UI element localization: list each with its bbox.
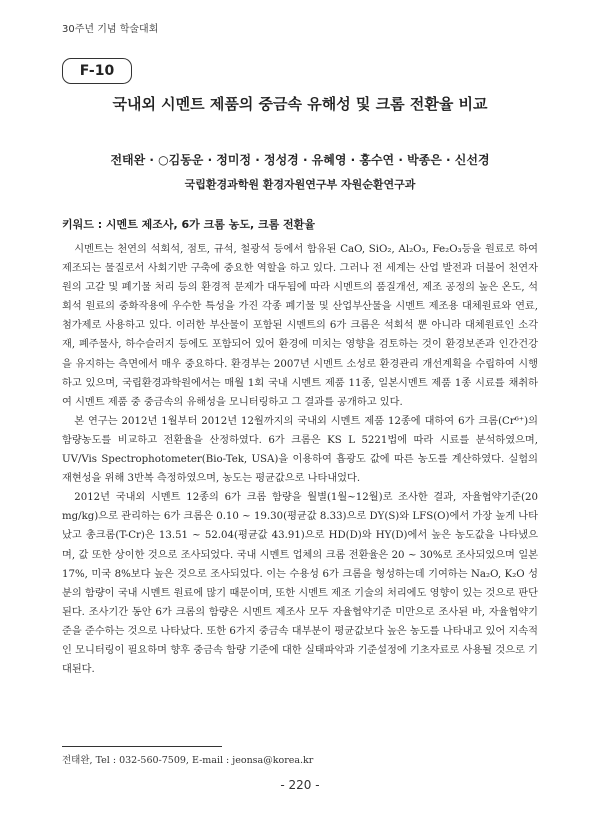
page-number: - 220 - (280, 778, 320, 792)
abstract-paragraph-2: 본 연구는 2012년 1월부터 2012년 12월까지의 국내외 시멘트 제품 12종에 대하여 6가 크롬(Cr⁶⁺)의 함량농도를 비교하고 전환율을 산정하였다. 6가 크롬은 KS L 5221법에 따라 시료를 분석하였으며, UV/Vis Spectrophotometer(Bio-Tek, USA)을 이용하여 흡광도 값에 따른 농도를 계산하였다. 실험의 재현성을 위해 3반복 측정하였으며, 농도는 평균값으로 나타내었다. (62, 415, 538, 485)
corresponding-author-contact: 전태완, Tel : 032-560-7509, E-mail : jeonsa@korea.kr (62, 755, 314, 766)
affiliation: 국립환경과학원 환경자원연구부 자원순환연구과 (184, 178, 416, 191)
keywords: 키워드 : 시멘트 제조사, 6가 크롬 농도, 크롬 전환율 (62, 218, 315, 231)
abstract-body (62, 240, 538, 679)
conference-header: 30주년 기념 학술대회 (62, 24, 159, 35)
paper-code-badge: F-10 (62, 58, 132, 84)
abstract-paragraph-3: 2012년 국내외 시멘트 12종의 6가 크롬 함량을 월별(1월~12월)로 조사한 결과, 자율협약기준(20 mg/kg)으로 관리하는 6가 크롬은 0.10 ~ 19.30(평균값 8.33)으로 DY(S)와 LFS(O)에서 가장 높게 나타났고 총크롬(T-Cr)은 13.51 ~ 52.04(평균값 43.91)으로 HD(D)와 HY(D)에서 높은 농도값을 나타냈으며, 값 또한 상이한 것으로 조사되었다. 국내 시멘트 업체의 크롬 전환율은 20 ~ 30%로 조사되었으며 일본 17%, 미국 8%보다 높은 것으로 조사되었다. 이는 수용성 6가 크롬을 형성하는데 기여하는 Na₂O, K₂O 성분의 함량이 국내 시멘트 원료에 많기 때문이며, 또한 시멘트 제조 기술의 처리에도 영향이 있는 것으로 판단된다. 조사기간 동안 6가 크롬의 함량은 시멘트 제조사 모두 자율협약기준 미만으로 조사된 바, 자율협약기준을 준수하는 것으로 나타났다. 또한 6가지 중금속 대부분이 평균값보다 높은 농도를 나타내고 있어 지속적인 모니터링이 필요하며 향후 중금속 함량 기준에 대한 실태파악과 기준설정에 기초자료로 사용될 것으로 기대된다. (62, 492, 538, 676)
footnote-divider (62, 746, 222, 747)
author-list: 전태완 · ○김동운 · 정미정 · 정성경 · 유혜영 · 홍수연 · 박종은 · 신선경 (110, 153, 490, 167)
abstract-paragraph-1: 시멘트는 천연의 석회석, 점토, 규석, 철광석 등에서 함유된 CaO, SiO₂, Al₂O₃, Fe₂O₃등을 원료로 하여 제조되는 물질로서 사회기반 구축에 중요한 역할을 하고 있다. 그러나 전 세계는 산업 발전과 더불어 천연자원의 고갈 및 폐기물 처리 등의 환경적 문제가 대두됨에 따라 시멘트의 품질개선, 제조 공정의 높은 온도, 석회석 원료의 중화작용에 우수한 특성을 가진 각종 폐기물 및 산업부산물을 시멘트 제조용 대체원료와 연료, 첨가제로 사용하고 있다. 이러한 부산물이 포함된 시멘트의 6가 크롬은 석회석 뿐 아니라 대체원료인 소각재, 폐주물사, 하수슬러지 등에도 포함되어 있어 환경에 미치는 영향을 검토하는 것이 환경보존과 인간건강을 유지하는 측면에서 매우 중요하다. 환경부는 2007년 시멘트 소성로 환경관리 개선계획을 수립하여 시행하고 있으며, 국립환경과학원에서는 매월 1회 국내 시멘트 제품 11종, 일본시멘트 제품 1종 시료를 채취하여 시멘트 제품 중 중금속의 유해성을 모니터링하고 그 결과를 공개하고 있다. (62, 244, 538, 408)
paper-title: 국내외 시멘트 제품의 중금속 유해성 및 크롬 전환율 비교 (112, 95, 488, 113)
